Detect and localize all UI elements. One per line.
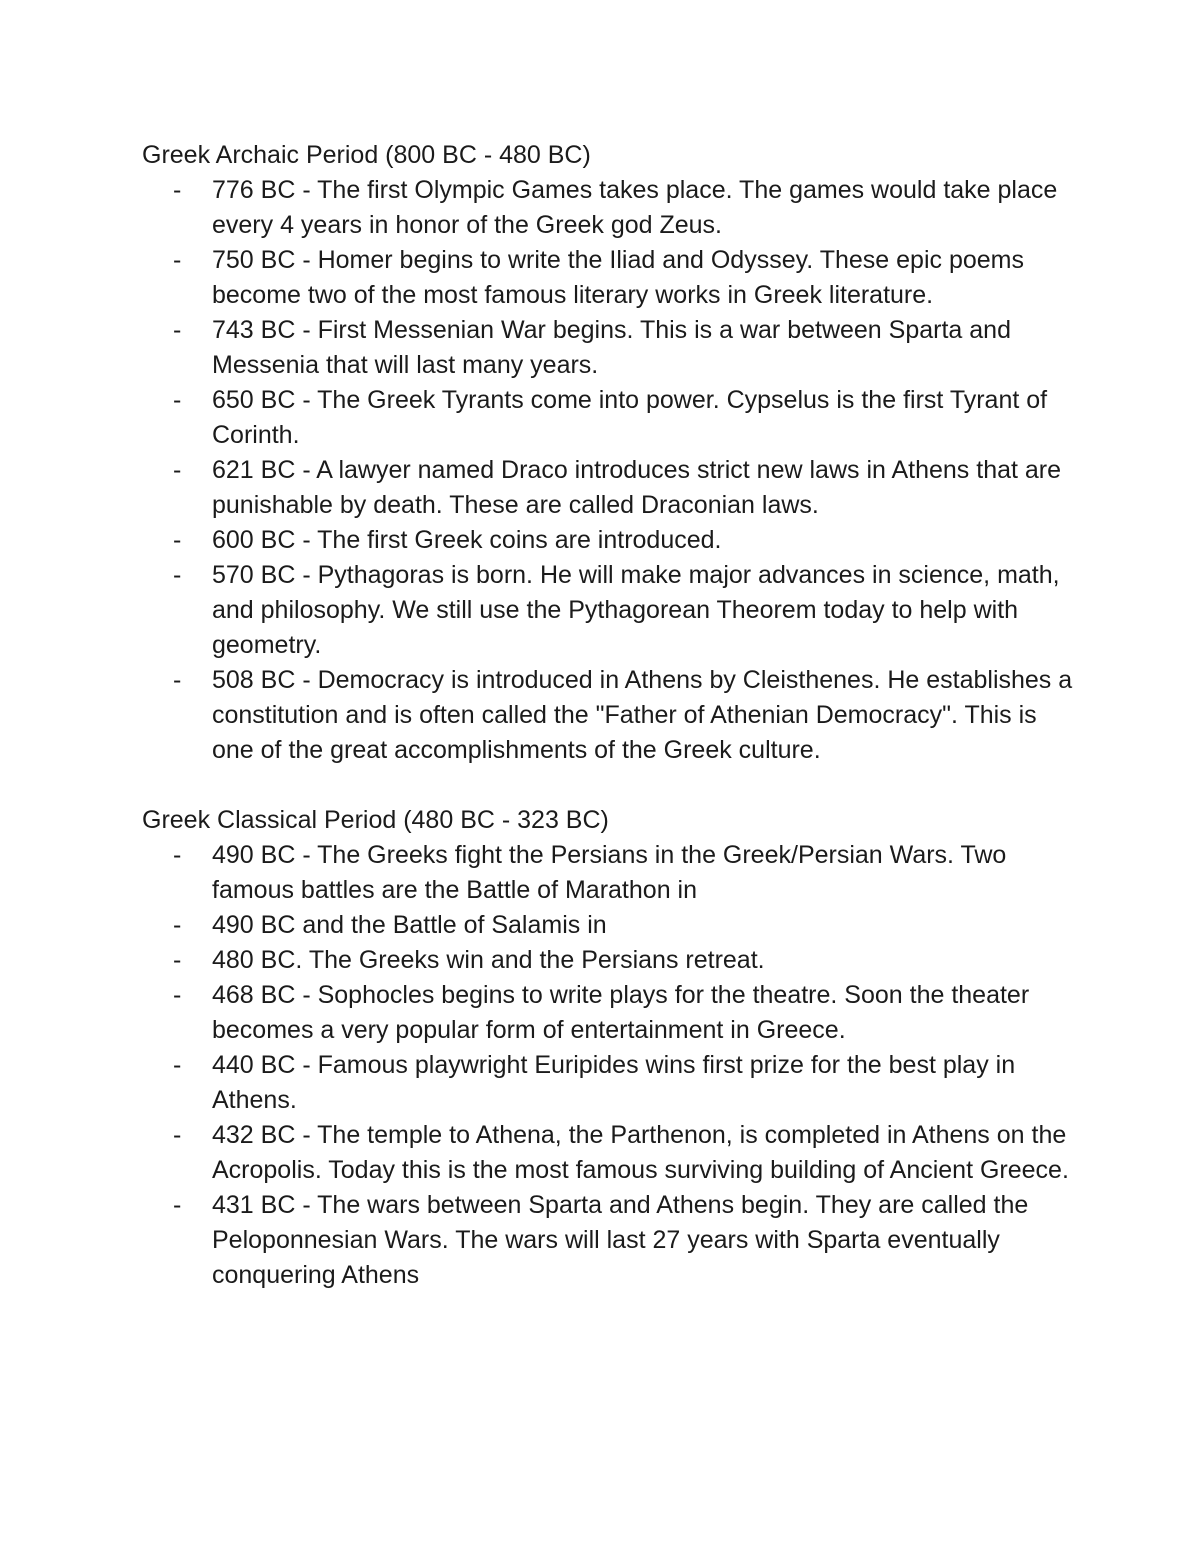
- section-title: Greek Classical Period (480 BC - 323 BC): [142, 806, 609, 834]
- list-item: [142, 978, 1082, 1048]
- list-item: [142, 838, 1082, 908]
- bullet-dash: -: [173, 386, 182, 414]
- bullet-dash: -: [173, 1121, 182, 1149]
- list-item: [142, 908, 1082, 943]
- bullet-dash: -: [173, 526, 182, 554]
- list-item-text: 621 BC - A lawyer named Draco introduces strict new laws in Athens that are punishable by death. These are called Draconian laws.: [212, 456, 1062, 519]
- bullet-dash: -: [173, 1051, 182, 1079]
- bullet-dash: -: [173, 246, 182, 274]
- bullet-dash: -: [173, 316, 182, 344]
- list-item-text: 431 BC - The wars between Sparta and Athens begin. They are called the Peloponnesian Wars. The wars will last 27 years with Sparta eventually conquering Athens: [212, 1191, 1029, 1289]
- bullet-dash: -: [173, 666, 182, 694]
- list-item: [142, 383, 1082, 453]
- list-item-text: 743 BC - First Messenian War begins. This is a war between Sparta and Messenia that will last many years.: [212, 316, 1011, 379]
- list-item: [142, 173, 1082, 243]
- timeline-list: [142, 838, 1082, 1293]
- list-item-text: 570 BC - Pythagoras is born. He will make major advances in science, math, and philosophy. We still use the Pythagorean Theorem today to help with geometry.: [212, 561, 1060, 659]
- list-item: [142, 558, 1082, 663]
- list-item-text: 750 BC - Homer begins to write the Iliad and Odyssey. These epic poems become two of the most famous literary works in Greek literature.: [212, 246, 1024, 309]
- bullet-dash: -: [173, 981, 182, 1009]
- list-item-text: 600 BC - The first Greek coins are introduced.: [212, 526, 722, 554]
- list-item: [142, 523, 1082, 558]
- list-item: [142, 453, 1082, 523]
- list-item-text: 650 BC - The Greek Tyrants come into power. Cypselus is the first Tyrant of Corinth.: [212, 386, 1048, 449]
- list-item: [142, 943, 1082, 978]
- list-item-text: 480 BC. The Greeks win and the Persians retreat.: [212, 946, 765, 974]
- document-page: [142, 138, 1082, 1293]
- section-title: Greek Archaic Period (800 BC - 480 BC): [142, 141, 591, 169]
- list-item-text: 490 BC and the Battle of Salamis in: [212, 911, 607, 939]
- list-item-text: 490 BC - The Greeks fight the Persians in the Greek/Persian Wars. Two famous battles are the Battle of Marathon in: [212, 841, 1007, 904]
- list-item: [142, 1188, 1082, 1293]
- list-item-text: 432 BC - The temple to Athena, the Parthenon, is completed in Athens on the Acropolis. Today this is the most famous surviving building of Ancient Greece.: [212, 1121, 1069, 1184]
- section-archaic-period: [142, 138, 1082, 768]
- list-item-text: 468 BC - Sophocles begins to write plays for the theatre. Soon the theater becomes a very popular form of entertainment in Greece.: [212, 981, 1030, 1044]
- bullet-dash: -: [173, 946, 182, 974]
- list-item: [142, 663, 1082, 768]
- bullet-dash: -: [173, 841, 182, 869]
- list-item: [142, 1118, 1082, 1188]
- bullet-dash: -: [173, 456, 182, 484]
- section-classical-period: [142, 803, 1082, 1293]
- list-item: [142, 313, 1082, 383]
- bullet-dash: -: [173, 1191, 182, 1219]
- list-item-text: 508 BC - Democracy is introduced in Athens by Cleisthenes. He establishes a constitution and is often called the "Father of Athenian Democracy". This is one of the great accomplishments of the Greek culture.: [212, 666, 1073, 764]
- list-item-text: 776 BC - The first Olympic Games takes place. The games would take place every 4 years in honor of the Greek god Zeus.: [212, 176, 1058, 239]
- bullet-dash: -: [173, 561, 182, 589]
- timeline-list: [142, 173, 1082, 768]
- list-item: [142, 243, 1082, 313]
- bullet-dash: -: [173, 176, 182, 204]
- bullet-dash: -: [173, 911, 182, 939]
- list-item-text: 440 BC - Famous playwright Euripides wins first prize for the best play in Athens.: [212, 1051, 1016, 1114]
- list-item: [142, 1048, 1082, 1118]
